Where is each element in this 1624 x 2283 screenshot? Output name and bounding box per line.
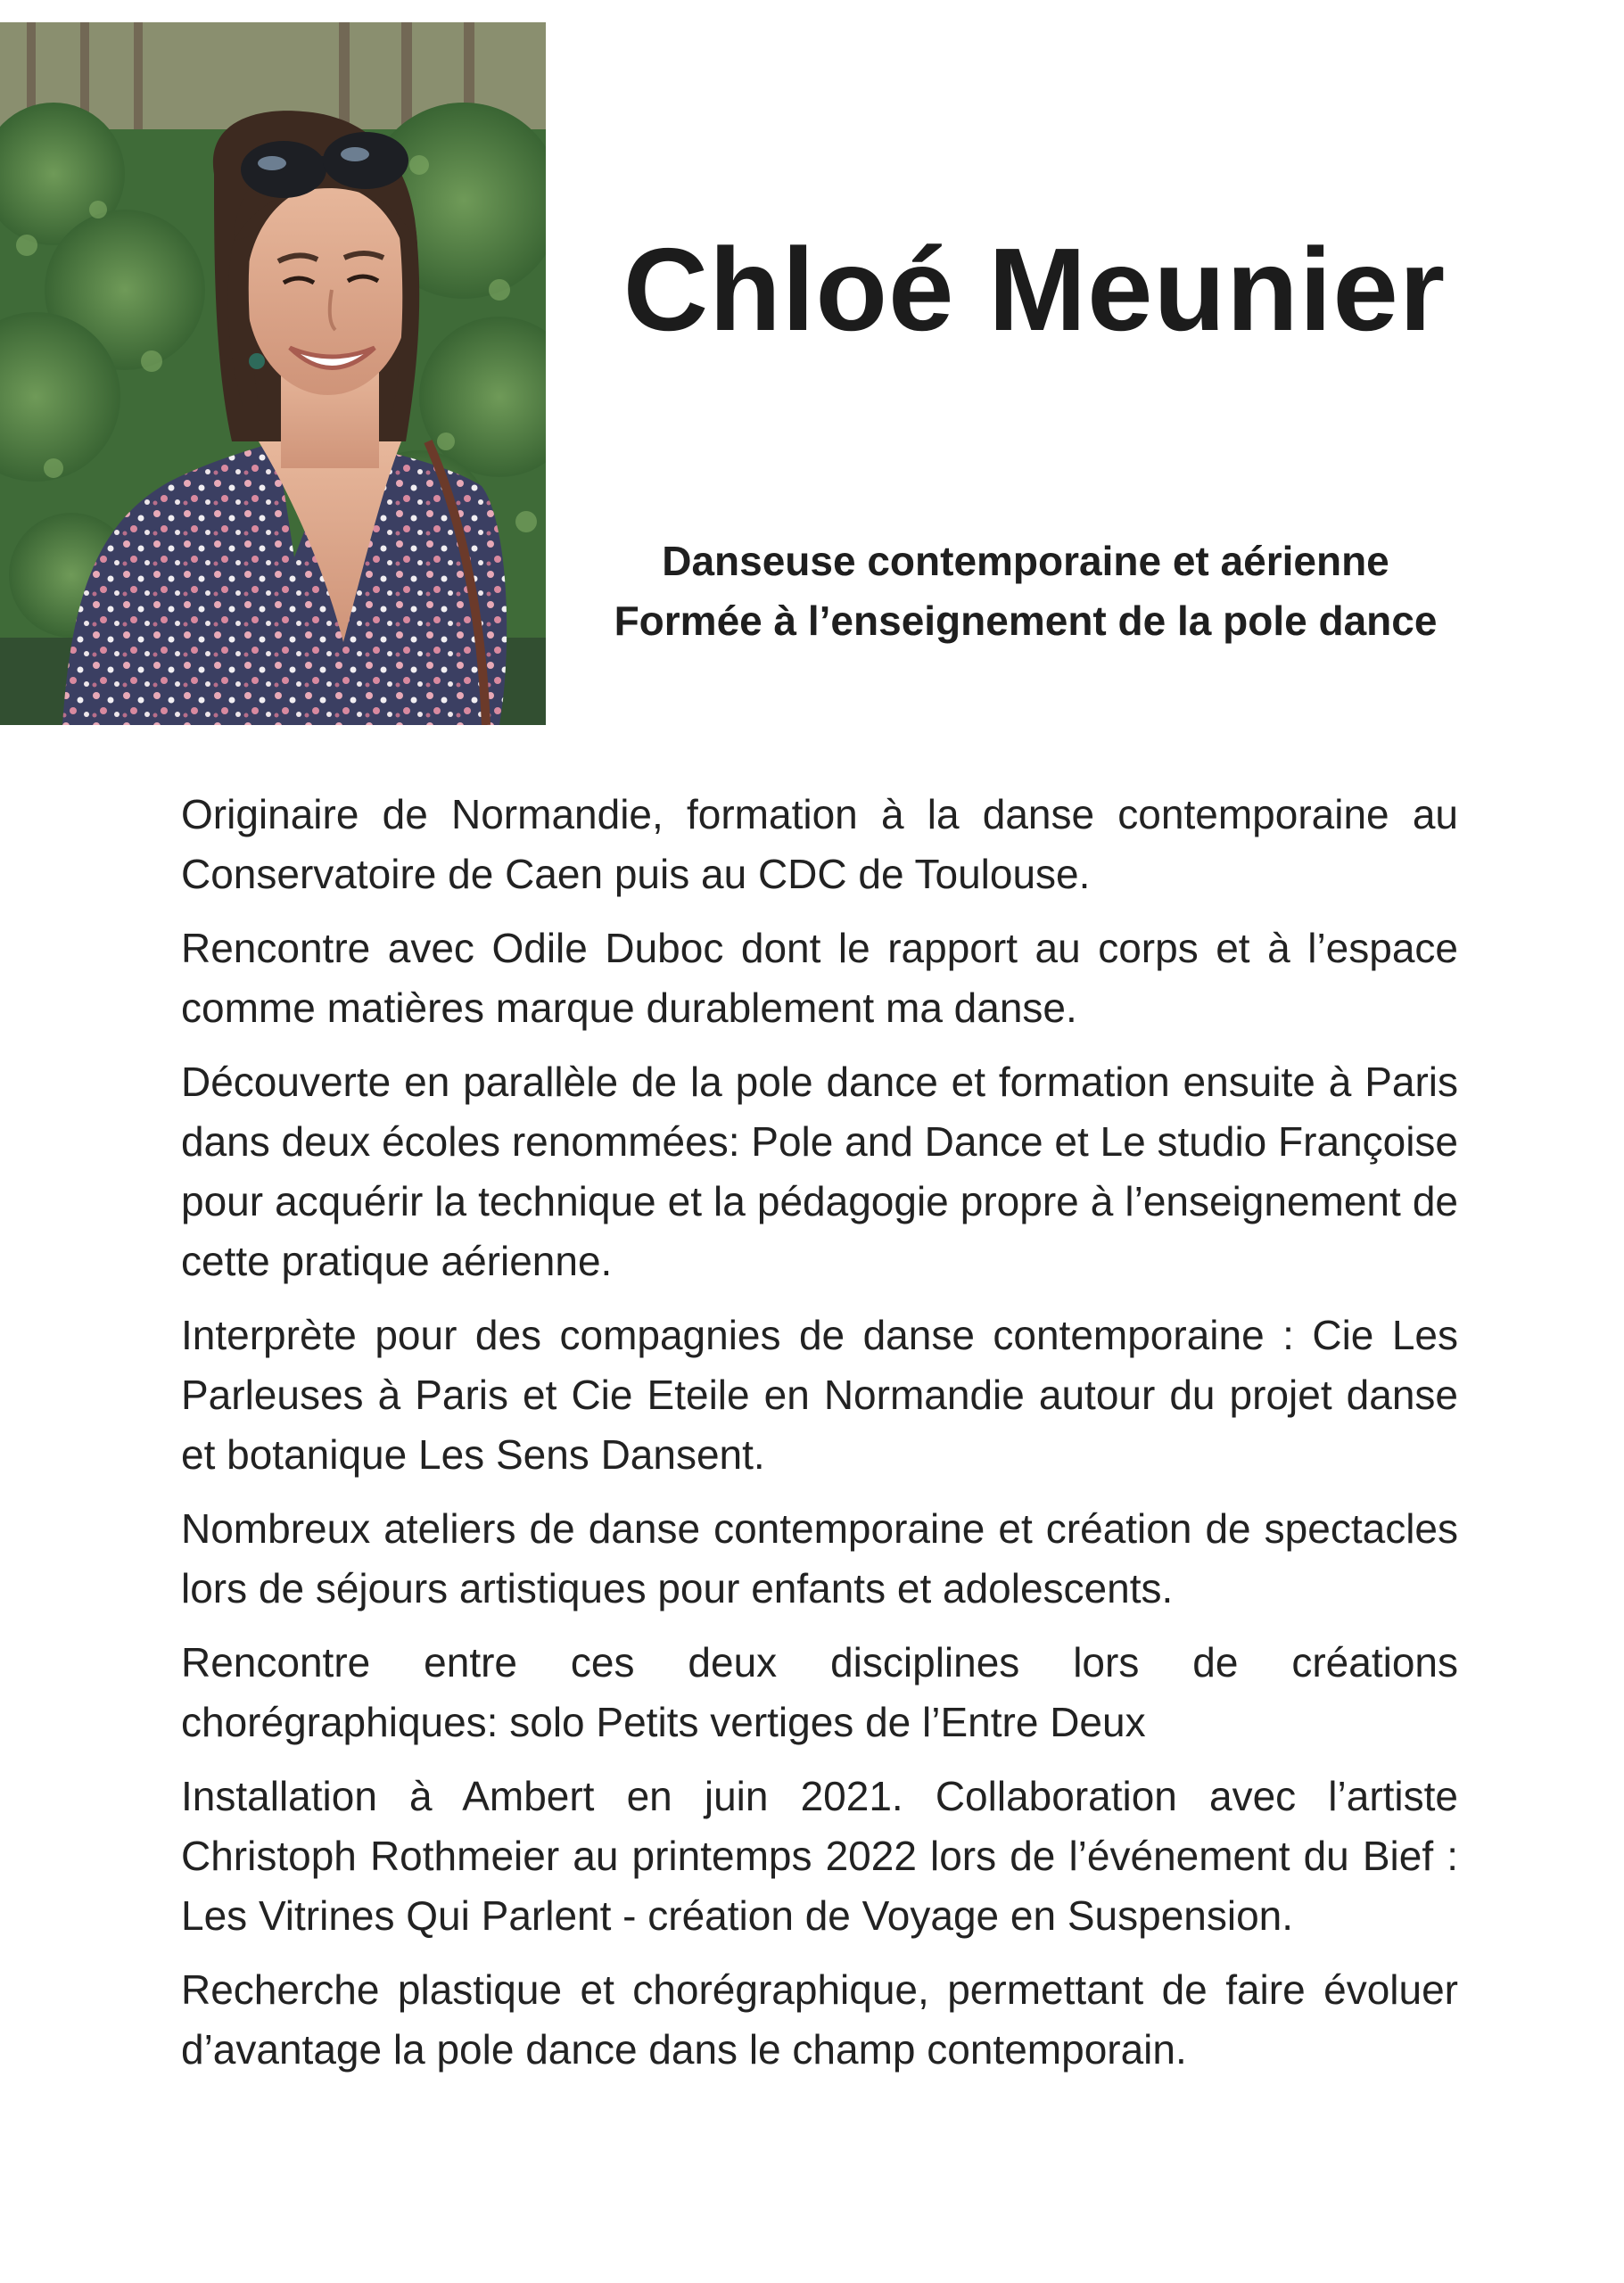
subtitle-line-1: Danseuse contemporaine et aérienne (662, 538, 1389, 584)
subtitle-line-2: Formée à l’enseignement de la pole dance (614, 598, 1438, 644)
bio-paragraph: Nombreux ateliers de danse contemporaine et création de spectacles lors de séjours artistiques pour enfants et adolescents. (181, 1505, 1458, 1611)
bio-paragraph: Rencontre entre ces deux disciplines lors de créations chorégraphiques: solo Petits vertiges de l’Entre Deux (181, 1639, 1458, 1745)
bio-paragraph: Installation à Ambert en juin 2021. Collaboration avec l’artiste Christoph Rothmeier au printemps 2022 lors de l’événement du Bief : Les Vitrines Qui Parlent - création de Voyage en Suspension. (181, 1773, 1458, 1939)
subtitle (571, 532, 1480, 651)
bio-paragraph: Découverte en parallèle de la pole dance et formation ensuite à Paris dans deux écoles renommées: Pole and Dance et Le studio Françoise pour acquérir la technique et la pédagogie propre à l’enseignement de cette pratique aérienne. (181, 1059, 1458, 1284)
biography (181, 785, 1458, 2094)
bio-paragraph: Recherche plastique et chorégraphique, permettant de faire évoluer d’avantage la pole dance dans le champ contemporain. (181, 1966, 1458, 2073)
page-title: Chloé Meunier (622, 224, 1447, 355)
portrait-photo (0, 22, 546, 725)
bio-paragraph: Rencontre avec Odile Duboc dont le rapport au corps et à l’espace comme matières marque durablement ma danse. (181, 925, 1458, 1031)
bio-paragraph: Interprète pour des compagnies de danse contemporaine : Cie Les Parleuses à Paris et Cie Eteile en Normandie autour du projet danse et botanique Les Sens Dansent. (181, 1312, 1458, 1478)
bio-paragraph: Originaire de Normandie, formation à la danse contemporaine au Conservatoire de Caen puis au CDC de Toulouse. (181, 791, 1458, 897)
